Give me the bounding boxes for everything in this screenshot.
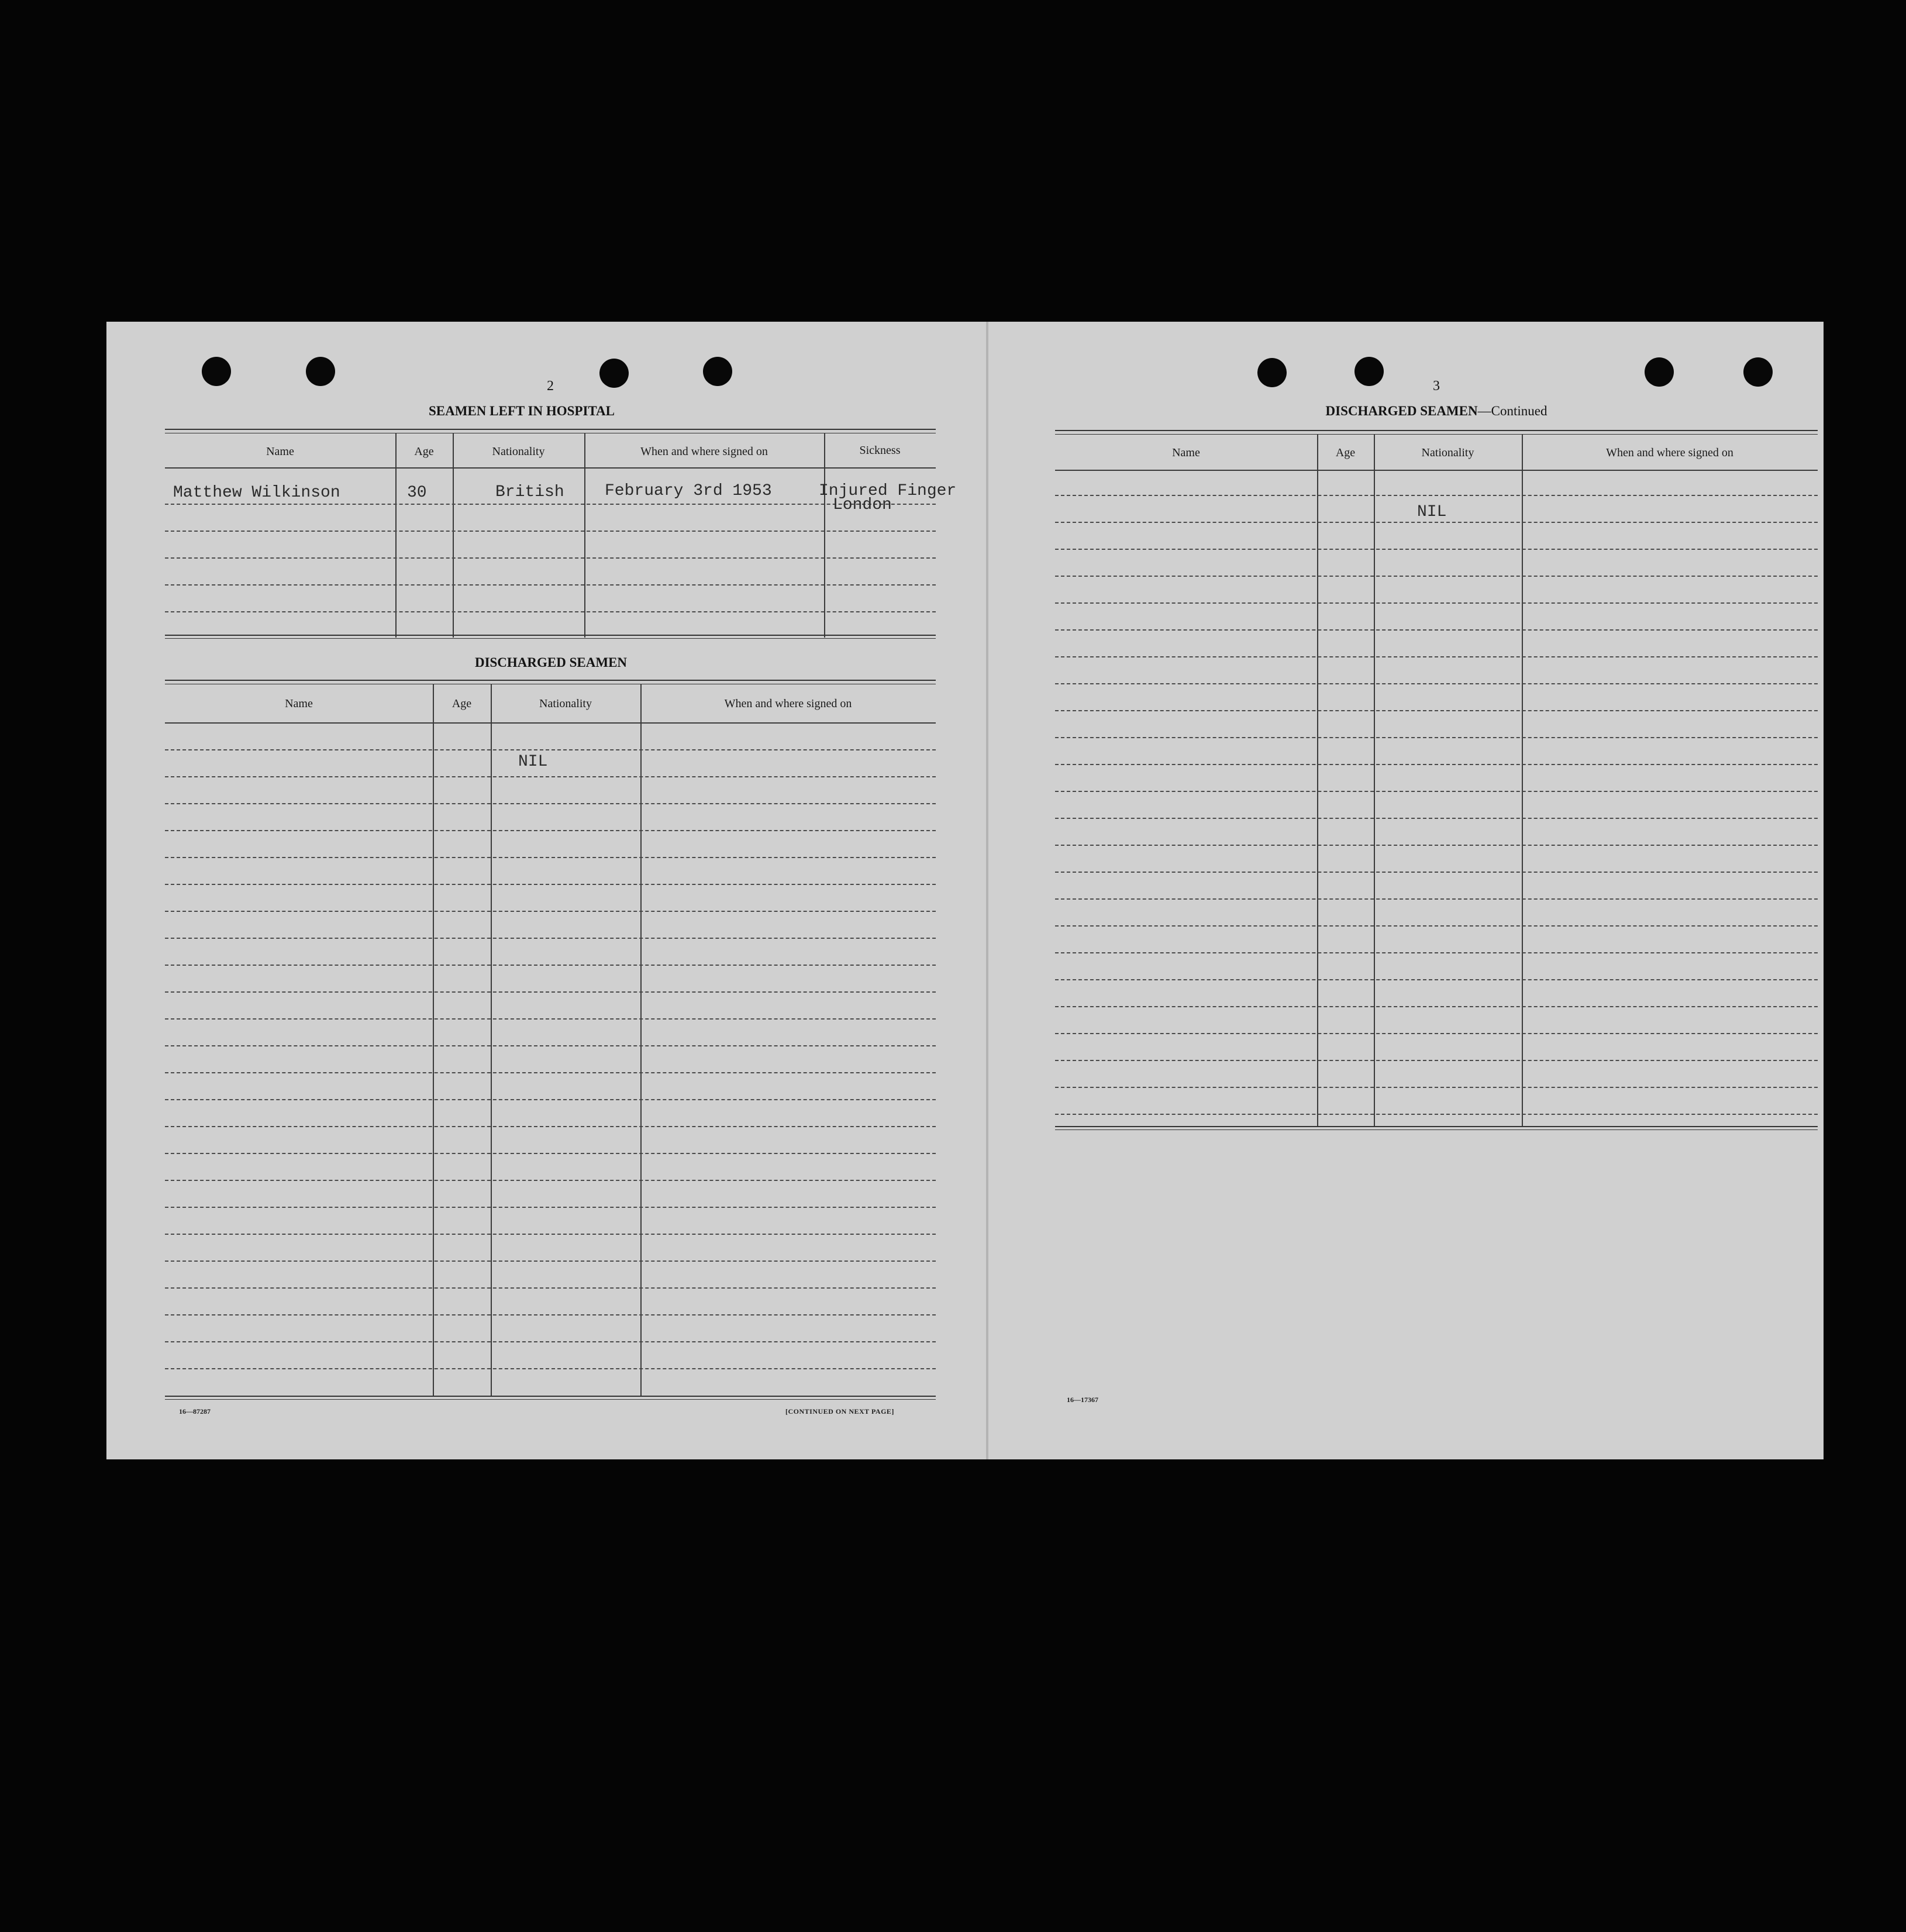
row-line [1055, 629, 1818, 631]
row-line [165, 1341, 936, 1342]
row-line [1055, 979, 1818, 980]
row-line [165, 1261, 936, 1262]
row-line [165, 1368, 936, 1369]
document-spread [106, 322, 1824, 1459]
row-line [165, 1234, 936, 1235]
row-line [1055, 656, 1818, 657]
punch-hole [306, 357, 335, 386]
row-line [1055, 602, 1818, 604]
row-line [165, 991, 936, 993]
discharged-section-title: DISCHARGED SEAMEN [474, 655, 628, 670]
continued-note: [CONTINUED ON NEXT PAGE] [785, 1407, 894, 1416]
column-divider [640, 684, 642, 1396]
row-line [165, 830, 936, 831]
hospital-entry-signed-on: February 3rd 1953 [605, 482, 772, 500]
row-line [165, 584, 936, 586]
punch-hole [1645, 357, 1674, 387]
header-name: Name [1172, 446, 1200, 459]
row-line [165, 857, 936, 858]
row-line [1055, 683, 1818, 684]
row-line [165, 938, 936, 939]
form-code-left: 16—87287 [179, 1407, 211, 1416]
row-line [165, 1287, 936, 1289]
row-line [1055, 791, 1818, 792]
header-sickness: Sickness [859, 444, 901, 457]
column-divider [1374, 434, 1375, 1127]
header-name: Name [266, 445, 294, 458]
continued-suffix: —Continued [1477, 404, 1547, 418]
row-line [165, 1153, 936, 1154]
hospital-entry-age: 30 [407, 484, 427, 502]
discharged-title-text: DISCHARGED SEAMEN [1325, 404, 1478, 418]
row-line [165, 803, 936, 804]
hospital-table [165, 429, 936, 639]
header-signed-on: When and where signed on [640, 445, 768, 458]
row-line [1055, 898, 1818, 900]
hospital-entry-place: London [833, 496, 892, 514]
discharged-nil-left: NIL [518, 753, 548, 771]
column-divider [584, 433, 585, 638]
row-line [165, 504, 936, 505]
table-bottom-rule [165, 1396, 936, 1400]
row-line [165, 1207, 936, 1208]
row-line [1055, 737, 1818, 738]
row-line [165, 1072, 936, 1073]
punch-hole [1257, 358, 1287, 387]
row-line [165, 1314, 936, 1315]
header-rule [1055, 470, 1818, 471]
row-line [1055, 818, 1818, 819]
row-line [165, 911, 936, 912]
header-age: Age [451, 697, 472, 710]
row-line [165, 1045, 936, 1046]
hospital-entry-sickness: Injured Finger [819, 482, 957, 500]
header-rule [165, 467, 936, 469]
punch-hole [1743, 357, 1773, 387]
header-signed-on: When and where signed on [724, 697, 852, 710]
header-name: Name [285, 697, 313, 710]
discharged-table-right [1055, 430, 1818, 1129]
column-divider [1522, 434, 1523, 1127]
punch-hole [1354, 357, 1384, 386]
row-line [1055, 952, 1818, 953]
table-top-rule [1055, 430, 1818, 435]
column-divider [824, 433, 825, 638]
page-number-left: 2 [547, 378, 554, 394]
header-rule [165, 722, 936, 724]
column-divider [491, 684, 492, 1396]
column-divider [433, 684, 434, 1396]
row-line [165, 1126, 936, 1127]
center-fold [986, 322, 988, 1459]
discharged-continued-title [1273, 404, 1600, 419]
header-signed-on: When and where signed on [1606, 446, 1733, 459]
row-line [1055, 1114, 1818, 1115]
row-line [1055, 1060, 1818, 1061]
hospital-section-title: SEAMEN LEFT IN HOSPITAL [428, 404, 615, 418]
column-divider [453, 433, 454, 638]
table-top-rule [165, 429, 936, 433]
row-line [1055, 495, 1818, 496]
punch-hole [599, 359, 629, 388]
row-line [1055, 764, 1818, 765]
hospital-entry-nationality: British [495, 483, 564, 501]
row-line [165, 557, 936, 559]
column-divider [395, 433, 397, 638]
punch-hole [202, 357, 231, 386]
table-bottom-rule [165, 635, 936, 639]
row-line [1055, 522, 1818, 523]
row-line [165, 776, 936, 777]
header-nationality: Nationality [539, 697, 592, 710]
page-number-right: 3 [1433, 378, 1440, 394]
punch-hole [703, 357, 732, 386]
row-line [1055, 549, 1818, 550]
header-nationality: Nationality [1421, 446, 1474, 459]
discharged-nil-right: NIL [1417, 503, 1447, 521]
row-line [1055, 710, 1818, 711]
header-nationality: Nationality [492, 445, 545, 458]
row-line [165, 1018, 936, 1020]
row-line [165, 531, 936, 532]
column-divider [1317, 434, 1318, 1127]
row-line [165, 884, 936, 885]
row-line [1055, 1006, 1818, 1007]
form-code-right: 16—17367 [1067, 1396, 1098, 1404]
header-age: Age [1335, 446, 1356, 459]
table-top-rule [165, 680, 936, 684]
table-bottom-rule [1055, 1126, 1818, 1130]
row-line [1055, 925, 1818, 927]
row-line [165, 1180, 936, 1181]
row-line [1055, 845, 1818, 846]
hospital-entry-name: Matthew Wilkinson [173, 484, 340, 502]
row-line [165, 749, 936, 750]
row-line [165, 1099, 936, 1100]
row-line [1055, 1033, 1818, 1034]
row-line [165, 611, 936, 612]
row-line [1055, 576, 1818, 577]
header-age: Age [414, 445, 434, 458]
row-line [1055, 1087, 1818, 1088]
row-line [165, 965, 936, 966]
row-line [1055, 872, 1818, 873]
discharged-table-left [165, 680, 936, 1399]
